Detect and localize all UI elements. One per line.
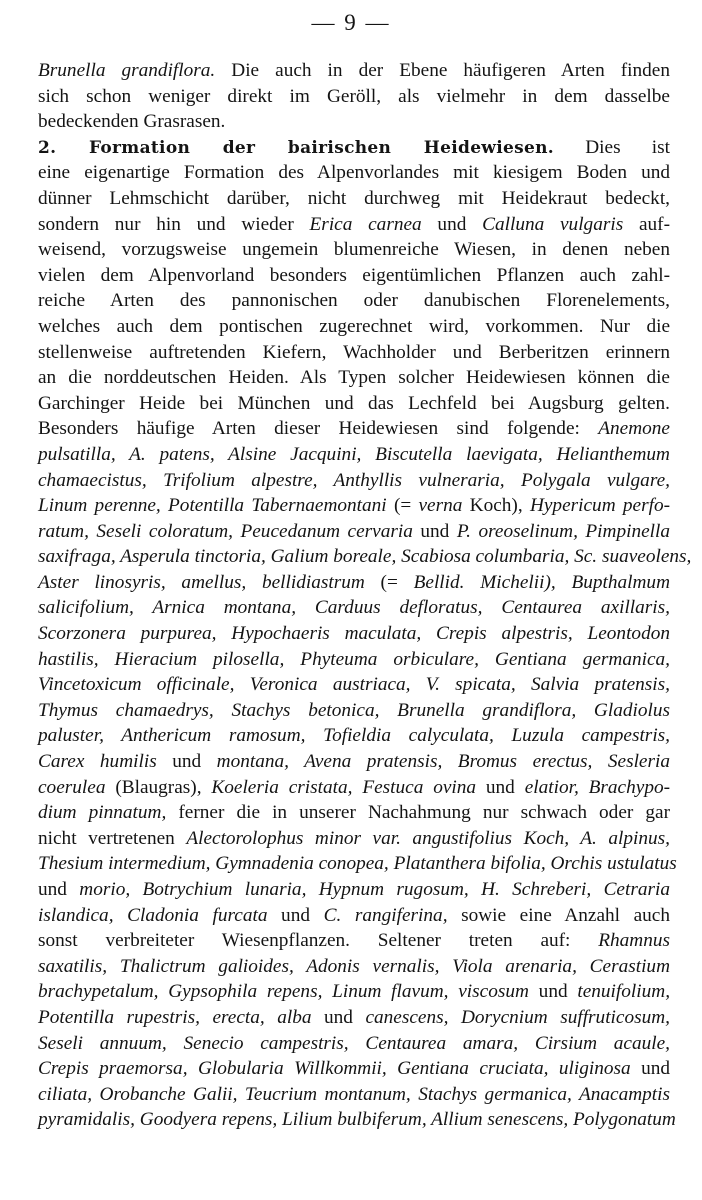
text-line xyxy=(38,621,670,647)
species-name: canescens, Dorycnium suffruticosum, xyxy=(365,1006,670,1028)
species-name: Vincetoxicum officinale, Veronica austriaca, V. spicata, Salvia pratensis, xyxy=(38,674,670,696)
text-run: und xyxy=(311,1006,366,1028)
text-run: stellenweise auftretenden Kiefern, Wachholder und Berberitzen erinnern xyxy=(38,341,670,363)
text-line xyxy=(38,595,670,621)
species-name: Bellid. Michelii), Bupthalmum xyxy=(413,571,670,593)
species-name: Rhamnus xyxy=(598,930,670,952)
species-name: Calluna vulgaris xyxy=(482,213,624,235)
species-name: coerulea xyxy=(38,776,106,798)
text-line xyxy=(38,877,670,903)
text-line xyxy=(38,851,677,877)
text-line xyxy=(38,519,670,545)
text-run: und xyxy=(528,981,578,1003)
text-run: nicht vertretenen xyxy=(38,827,187,849)
text-run: (= xyxy=(386,495,419,517)
species-name: Linum perenne, Potentilla Tabernaemontani xyxy=(38,495,387,517)
species-name: salicifolium, Arnica montana, Carduus defloratus, Centaurea axillaris, xyxy=(38,597,670,619)
text-line xyxy=(38,979,670,1005)
text-run: und xyxy=(630,1058,670,1080)
text-run: auf- xyxy=(623,213,670,235)
species-name: pulsatilla, A. patens, Alsine Jacquini, Biscutella laevigata, Helianthemum xyxy=(38,443,670,465)
text-line xyxy=(38,928,670,954)
species-name: verna xyxy=(418,495,463,517)
species-name: saxifraga, Asperula tinctoria, Galium boreale, Scabiosa columbaria, Sc. suaveolens, xyxy=(38,546,692,568)
species-name: ratum, Seseli coloratum, Peucedanum cervaria xyxy=(38,520,413,542)
species-name: Koeleria cristata, Festuca ovina xyxy=(211,776,477,798)
text-run: (Blaugras), xyxy=(105,776,212,798)
text-line xyxy=(38,800,670,826)
text-run: Die auch in der Ebene häufigeren Arten finden xyxy=(215,60,670,81)
text-line xyxy=(38,135,670,161)
species-name: saxatilis, Thalictrum galioides, Adonis vernalis, Viola arenaria, Cerastium xyxy=(38,955,670,977)
species-name: hastilis, Hieracium pilosella, Phyteuma orbiculare, Gentiana germanica, xyxy=(38,648,670,670)
species-name: C. rangiferina, xyxy=(323,904,448,926)
text-line xyxy=(38,723,670,749)
text-line xyxy=(38,160,670,186)
species-name: elatior, Brachypo- xyxy=(524,776,671,798)
text-run: Dies ist xyxy=(554,136,671,158)
text-line xyxy=(38,544,692,570)
species-name: morio, Botrychium lunaria, Hypnum rugosum, H. Schreberi, Cetraria xyxy=(79,879,670,900)
text-run: eine eigenartige Formation des Alpenvorlandes mit kiesigem Boden und xyxy=(38,162,670,184)
text-run: sondern nur hin und wieder xyxy=(38,213,310,235)
text-line xyxy=(38,1056,670,1082)
text-run: weisend, vorzugsweise ungemein blumenreiche Wiesen, in denen neben xyxy=(38,239,670,261)
species-name: Brunella grandiflora. xyxy=(38,60,216,81)
species-name: Aster linosyris, amellus, bellidiastrum xyxy=(38,571,365,593)
species-name: chamaecistus, Trifolium alpestre, Anthyllis vulneraria, Polygala vulgare, xyxy=(38,469,670,491)
body-text xyxy=(38,58,692,1133)
page-number: — 9 — xyxy=(311,10,391,35)
text-line xyxy=(38,442,670,468)
text-line xyxy=(38,416,670,442)
text-run: dünner Lehmschicht darüber, nicht durchweg mit Heidekraut bedeckt, xyxy=(38,187,670,209)
text-line xyxy=(38,749,670,775)
text-line xyxy=(38,391,670,417)
text-line xyxy=(38,263,670,289)
species-name: dium pinnatum, xyxy=(38,802,167,824)
text-line xyxy=(38,212,670,238)
text-line xyxy=(38,1082,670,1108)
text-line xyxy=(38,237,670,263)
text-line xyxy=(38,647,670,673)
text-line xyxy=(38,775,670,801)
text-run: Garchinger Heide bei München und das Lechfeld bei Augsburg gelten. xyxy=(38,392,670,414)
text-run: welches auch dem pontischen zugerechnet wird, vorkommen. Nur die xyxy=(38,315,670,337)
text-line xyxy=(38,698,670,724)
text-run: und xyxy=(412,520,457,542)
text-run: Besonders häufige Arten dieser Heidewiesen sind folgende: xyxy=(38,418,599,440)
text-line xyxy=(38,109,670,135)
text-run: ferner die in unserer Nachahmung nur schwach oder gar xyxy=(166,802,670,824)
text-run: und xyxy=(38,879,80,900)
species-name: P. oreoselinum, Pimpinella xyxy=(456,520,671,542)
text-line xyxy=(38,672,670,698)
species-name: Anemone xyxy=(598,418,670,440)
text-line xyxy=(38,493,670,519)
text-line xyxy=(38,58,670,84)
text-run: sonst verbreiteter Wiesenpflanzen. Seltener treten auf: xyxy=(38,930,599,952)
text-run: und xyxy=(267,904,324,926)
text-line xyxy=(38,1031,670,1057)
text-line xyxy=(38,468,670,494)
text-run: sich schon weniger direkt im Geröll, als vielmehr in dem dasselbe xyxy=(38,85,670,107)
text-run: (= xyxy=(364,571,414,593)
species-name: Scorzonera purpurea, Hypochaeris maculata, Crepis alpestris, Leontodon xyxy=(38,623,670,645)
text-run: sowie eine Anzahl auch xyxy=(447,904,670,926)
text-run: und xyxy=(421,213,483,235)
text-run: bedeckenden Grasrasen. xyxy=(38,111,226,133)
text-run: an die norddeutschen Heiden. Als Typen solcher Heidewiesen können die xyxy=(38,367,670,389)
species-name: brachypetalum, Gypsophila repens, Linum flavum, viscosum xyxy=(38,981,529,1003)
species-name: Thymus chamaedrys, Stachys betonica, Brunella grandiflora, Gladiolus xyxy=(38,699,670,721)
text-line xyxy=(38,186,670,212)
species-name: pyramidalis, Goodyera repens, Lilium bulbiferum, Allium senescens, Polygonatum xyxy=(38,1109,676,1131)
text-line xyxy=(38,1005,670,1031)
text-line xyxy=(38,954,670,980)
text-line xyxy=(38,340,670,366)
species-name: Thesium intermedium, Gymnadenia conopea, Platanthera bifolia, Orchis ustulatus xyxy=(38,853,677,875)
species-name: paluster, Anthericum ramosum, Tofieldia calyculata, Luzula campestris, xyxy=(38,725,670,747)
text-line xyxy=(38,288,670,314)
text-line xyxy=(38,1107,676,1133)
text-line xyxy=(38,826,670,852)
text-run: und xyxy=(156,751,217,773)
species-name: Alectorolophus minor var. angustifolius Koch, A. alpinus, xyxy=(186,827,670,849)
species-name: Carex humilis xyxy=(38,751,157,773)
section-heading: 2. Formation der bairischen Heidewiesen. xyxy=(38,137,554,158)
species-name: islandica, Cladonia furcata xyxy=(38,904,268,926)
species-name: ciliata, Orobanche Galii, Teucrium montanum, Stachys germanica, Anacamptis xyxy=(38,1083,670,1105)
text-line xyxy=(38,903,670,929)
text-run: reiche Arten des pannonischen oder danubischen Florenelements, xyxy=(38,290,670,312)
text-run: und xyxy=(476,776,525,798)
text-run: vielen dem Alpenvorland besonders eigentümlichen Pflanzen auch zahl- xyxy=(38,264,670,286)
species-name: Hypericum perfo- xyxy=(529,495,671,517)
species-name: Crepis praemorsa, Globularia Willkommii, Gentiana cruciata, uliginosa xyxy=(38,1058,631,1080)
species-name: montana, Avena pratensis, Bromus erectus, Sesleria xyxy=(216,751,670,773)
text-line xyxy=(38,84,670,110)
text-line xyxy=(38,570,670,596)
species-name: Potentilla rupestris, erecta, alba xyxy=(38,1006,312,1028)
species-name: Erica carnea xyxy=(309,213,422,235)
species-name: Seseli annuum, Senecio campestris, Centaurea amara, Cirsium acaule, xyxy=(38,1032,670,1054)
text-line xyxy=(38,365,670,391)
text-run: Koch), xyxy=(462,495,530,517)
species-name: tenuifolium, xyxy=(577,981,671,1003)
text-line xyxy=(38,314,670,340)
